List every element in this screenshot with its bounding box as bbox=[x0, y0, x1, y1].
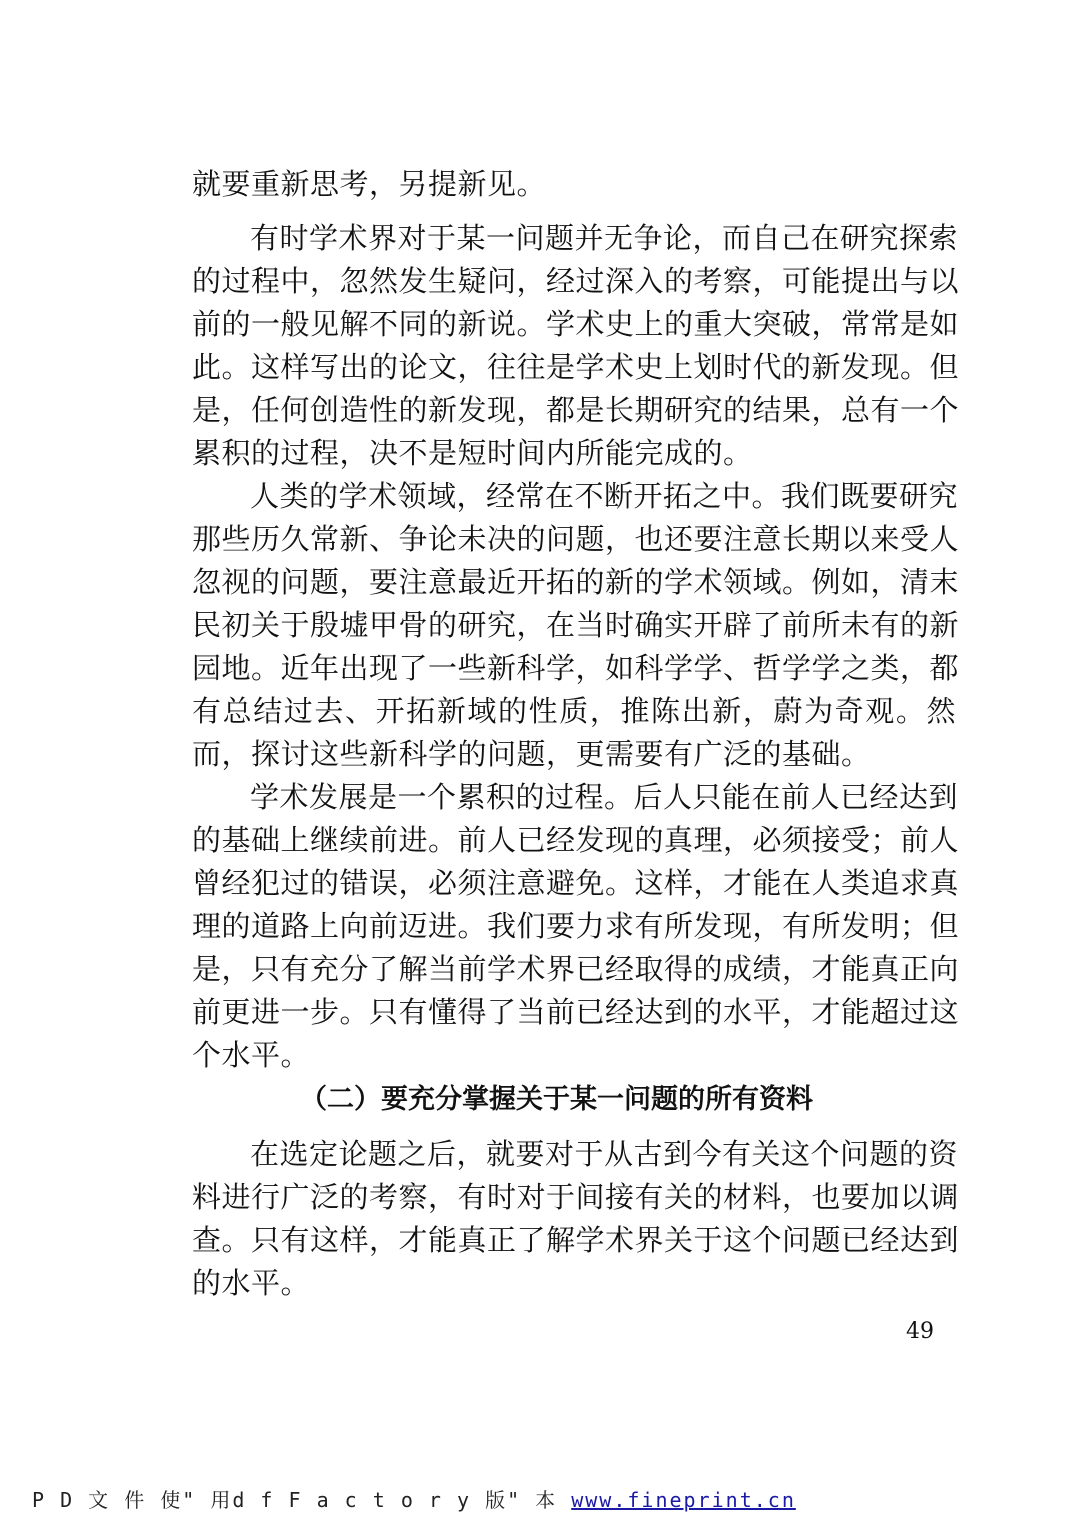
text-line: 累积的过程，决不是短时间内所能完成的。 bbox=[192, 436, 753, 470]
text-line: 料进行广泛的考察，有时对于间接有关的材料，也要加以调 bbox=[192, 1180, 960, 1214]
text-line: 前的一般见解不同的新说。学术史上的重大突破，常常是如 bbox=[192, 307, 960, 341]
text-line: 那些历久常新、争论未决的问题，也还要注意长期以来受人 bbox=[192, 522, 960, 556]
section-heading: （二）要充分掌握关于某一问题的所有资料 bbox=[300, 1084, 813, 1115]
text-line: 而，探讨这些新科学的问题，更需要有广泛的基础。 bbox=[192, 737, 871, 771]
text-line: 此。这样写出的论文，往往是学术史上划时代的新发现。但 bbox=[192, 350, 960, 384]
text-line: 的水平。 bbox=[192, 1266, 311, 1300]
text-line: 在选定论题之后，就要对于从古到今有关这个问题的资 bbox=[250, 1137, 959, 1171]
text-line: 是，任何创造性的新发现，都是长期研究的结果，总有一个 bbox=[192, 393, 960, 427]
text-line: 就要重新思考，另提新见。 bbox=[192, 167, 547, 201]
text-line: 查。只有这样，才能真正了解学术界关于这个问题已经达到 bbox=[192, 1223, 960, 1257]
text-line: 学术发展是一个累积的过程。后人只能在前人已经达到 bbox=[250, 780, 959, 814]
footer-link[interactable]: www.fineprint.cn bbox=[571, 1488, 796, 1512]
text-line: 的基础上继续前进。前人已经发现的真理，必须接受；前人 bbox=[192, 823, 960, 857]
text-line: 有时学术界对于某一问题并无争论，而自己在研究探索 bbox=[250, 221, 959, 255]
text-line: 有总结过去、开拓新域的性质，推陈出新，蔚为奇观。然 bbox=[192, 694, 956, 728]
text-line: 的过程中，忽然发生疑问，经过深入的考察，可能提出与以 bbox=[192, 264, 960, 298]
text-line: 前更进一步。只有懂得了当前已经达到的水平，才能超过这 bbox=[192, 995, 960, 1029]
text-line: 人类的学术领域，经常在不断开拓之中。我们既要研究 bbox=[250, 479, 959, 513]
text-line: 理的道路上向前迈进。我们要力求有所发现，有所发明；但 bbox=[192, 909, 960, 943]
text-line: 曾经犯过的错误，必须注意避免。这样，才能在人类追求真 bbox=[192, 866, 960, 900]
text-line: 忽视的问题，要注意最近开拓的新的学术领域。例如，清末 bbox=[192, 565, 960, 599]
text-line: 是，只有充分了解当前学术界已经取得的成绩，才能真正向 bbox=[192, 952, 960, 986]
footer-watermark bbox=[32, 1486, 796, 1514]
text-line: 民初关于殷墟甲骨的研究，在当时确实开辟了前所未有的新 bbox=[192, 608, 960, 642]
page-number: 49 bbox=[906, 1319, 934, 1344]
text-line: 个水平。 bbox=[192, 1038, 311, 1072]
footer-text: P D 文 件 使" 用d f F a c t o r y 版" 本 bbox=[32, 1488, 558, 1512]
text-line: 园地。近年出现了一些新科学，如科学学、哲学学之类，都 bbox=[192, 651, 960, 685]
